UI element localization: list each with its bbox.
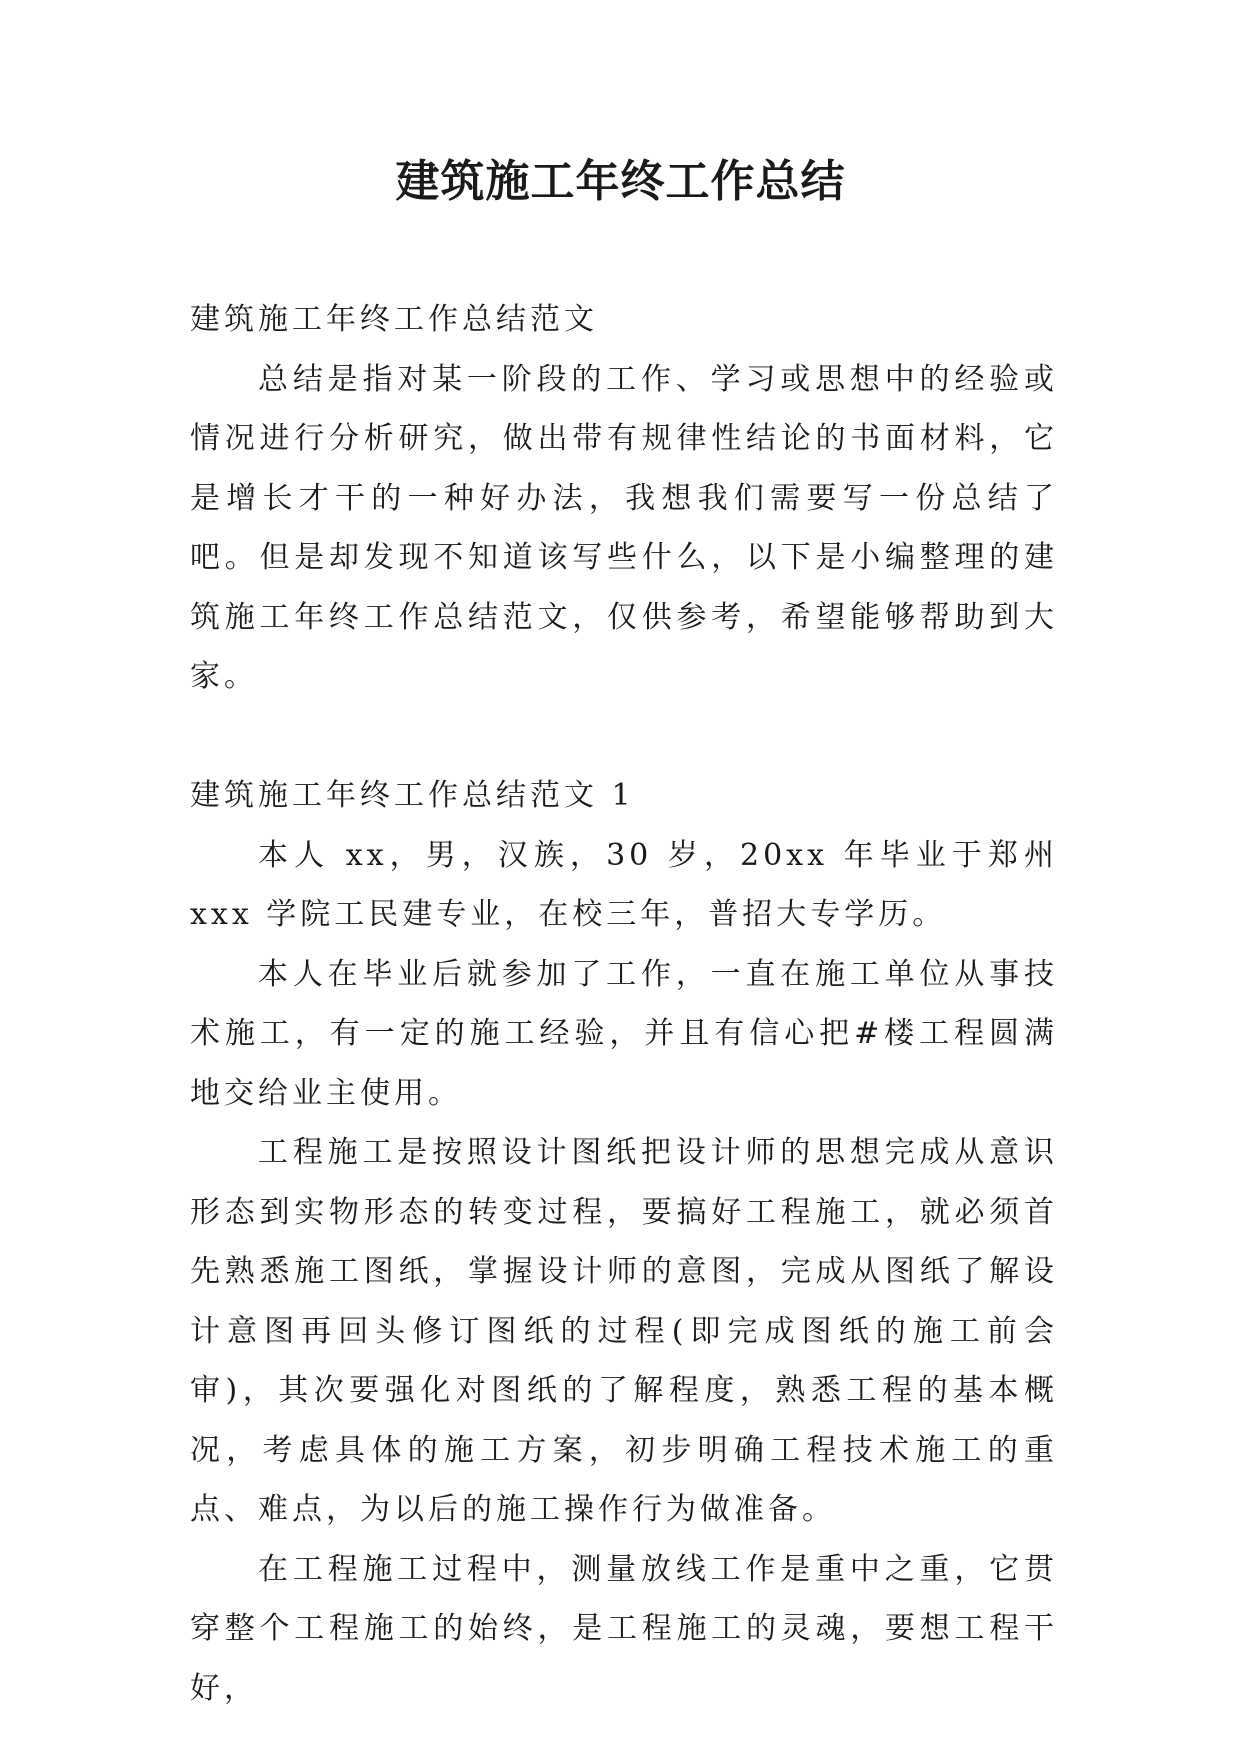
paragraph: 在工程施工过程中，测量放线工作是重中之重，它贯穿整个工程施工的始终，是工程施工的灵魂，要想工程干好， <box>190 1551 1058 1706</box>
paragraph: 本人 xx，男，汉族，30 岁，20xx 年毕业于郑州 xxx 学院工民建专业，在校三年，普招大专学历。 <box>190 837 1058 932</box>
paragraph: 工程施工是按照设计图纸把设计师的思想完成从意识形态到实物形态的转变过程，要搞好工程施工，就必须首先熟悉施工图纸，掌握设计师的意图，完成从图纸了解设计意图再回头修订图纸的过程(即完成图纸的施工前会审)，其次要强化对图纸的了解程度，熟悉工程的基本概况，考虑具体的施工方案，初步明确工程技术施工的重点、难点，为以后的施工操作行为做准备。 <box>190 1135 1058 1527</box>
section-heading: 建筑施工年终工作总结范文 1 <box>190 778 635 813</box>
section-spacer <box>190 707 1058 767</box>
paragraph: 本人在毕业后就参加了工作，一直在施工单位从事技术施工，有一定的施工经验，并且有信心把#楼工程圆满地交给业主使用。 <box>190 956 1058 1111</box>
document-body <box>190 290 1058 1718</box>
subtitle: 建筑施工年终工作总结范文 <box>190 302 598 337</box>
document-title: 建筑施工年终工作总结 <box>395 156 846 207</box>
intro-paragraph: 总结是指对某一阶段的工作、学习或思想中的经验或情况进行分析研究，做出带有规律性结论的书面材料，它是增长才干的一种好办法，我想我们需要写一份总结了吧。但是却发现不知道该写些什么，以下是小编整理的建筑施工年终工作总结范文，仅供参考，希望能够帮助到大家。 <box>190 361 1058 694</box>
